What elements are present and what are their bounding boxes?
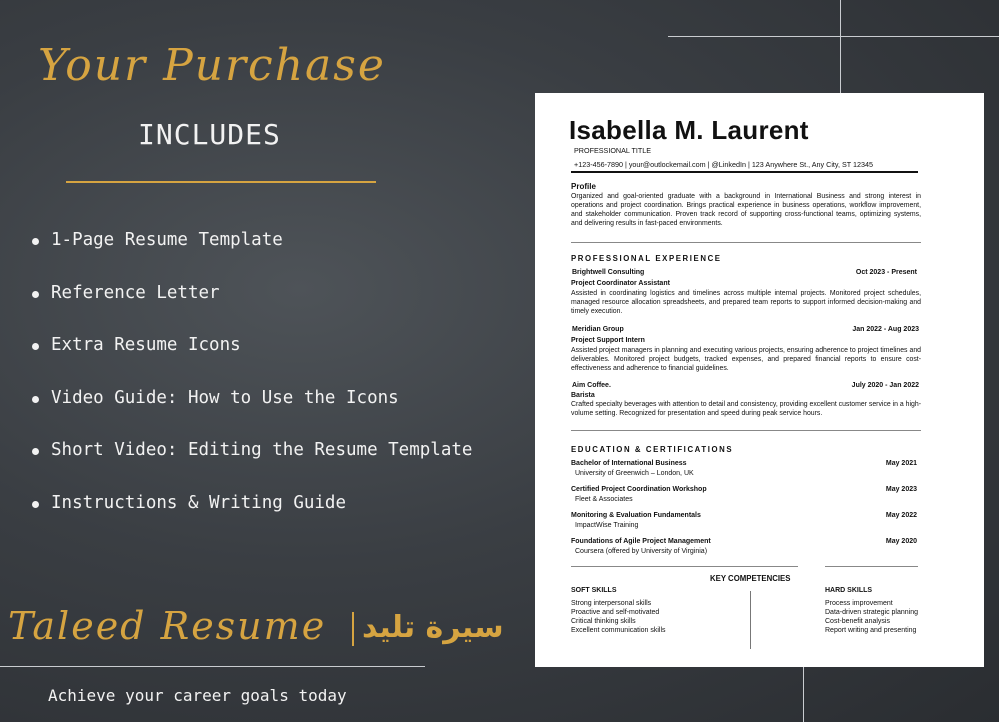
- resume-preview: [535, 93, 984, 667]
- competencies-rule-right: [825, 566, 918, 567]
- education-date: May 2023: [885, 486, 917, 493]
- frame-line-bottom-vertical: [803, 667, 804, 722]
- job-role: Barista: [571, 392, 595, 399]
- education-sub: ImpactWise Training: [575, 522, 639, 529]
- logo-separator: [352, 612, 354, 646]
- feature-item: Reference Letter: [32, 281, 472, 334]
- soft-skills-heading: SOFT SKILLS: [571, 587, 617, 594]
- job-company: Brightwell Consulting: [572, 269, 645, 276]
- job-role: Project Coordinator Assistant: [571, 280, 670, 287]
- education-sub: Fleet & Associates: [575, 496, 633, 503]
- soft-skill: Critical thinking skills: [571, 618, 636, 626]
- arabic-logo-text: سيرة تليد: [362, 610, 504, 645]
- job-description: Assisted in coordinating logistics and timelines across multiple internal projects. Monitored project schedules, managed resource allocation spreadsheets, and prepared team reports to support informed decision-making and timely execution.: [571, 290, 921, 316]
- features-list: [32, 228, 472, 544]
- profile-heading: Profile: [571, 182, 596, 191]
- skills-divider: [750, 591, 751, 649]
- feature-item: 1-Page Resume Template: [32, 228, 472, 281]
- education-sub: Coursera (offered by University of Virginia): [575, 548, 708, 555]
- job-dates: Jan 2022 - Aug 2023: [852, 326, 919, 333]
- hard-skill: Process improvement: [825, 600, 893, 607]
- resume-name: Isabella M. Laurent: [569, 115, 809, 145]
- resume-contact: +123-456-7890 | your@outlockemail.com | @LinkedIn | 123 Anywhere St., Any City, ST 12345: [574, 160, 874, 169]
- feature-item: Video Guide: How to Use the Icons: [32, 386, 472, 439]
- feature-item: Instructions & Writing Guide: [32, 491, 472, 544]
- job-role: Project Support Intern: [571, 337, 645, 344]
- section-rule: [571, 430, 921, 431]
- section-rule: [571, 242, 921, 243]
- education-row: [571, 538, 917, 545]
- education-date: May 2020: [885, 538, 917, 545]
- bullet-icon: [32, 291, 39, 298]
- job-company: Meridian Group: [572, 326, 624, 333]
- education-title: Certified Project Coordination Workshop: [571, 486, 707, 493]
- education-title: Foundations of Agile Project Management: [571, 538, 711, 545]
- job-company: Aim Coffee.: [572, 382, 611, 389]
- frame-line-top-vertical: [840, 0, 841, 94]
- resume-title: PROFESSIONAL TITLE: [574, 146, 652, 155]
- tagline: Achieve your career goals today: [48, 686, 347, 705]
- soft-skill: Strong interpersonal skills: [571, 600, 652, 607]
- header-rule: [571, 171, 918, 173]
- education-title: Bachelor of International Business: [571, 460, 687, 467]
- bullet-icon: [32, 343, 39, 350]
- gold-divider: [66, 181, 376, 183]
- frame-line-top-horizontal: [668, 36, 999, 37]
- experience-heading: PROFESSIONAL EXPERIENCE: [571, 254, 722, 263]
- hard-skill: Data-driven strategic planning: [825, 609, 918, 617]
- hard-skills-list: [825, 599, 918, 635]
- hard-skill: Report writing and presenting: [825, 627, 917, 635]
- job-row: [572, 382, 919, 389]
- taleed-resume-script-logo: Taleed Resume: [8, 604, 327, 648]
- feature-item: Extra Resume Icons: [32, 333, 472, 386]
- job-row: [572, 269, 919, 276]
- education-sub: University of Greenwich – London, UK: [575, 470, 694, 477]
- education-row: [571, 512, 917, 519]
- soft-skill: Proactive and self-motivated: [571, 609, 660, 617]
- bullet-icon: [32, 501, 39, 508]
- education-row: [571, 486, 917, 493]
- education-date: May 2021: [885, 460, 917, 467]
- competencies-rule-left: [571, 566, 798, 567]
- job-dates: Oct 2023 - Present: [855, 269, 917, 276]
- education-date: May 2022: [885, 512, 917, 519]
- profile-text: Organized and goal-oriented graduate with a background in International Business and strong interest in operations and project coordination. Brings practical experience in business operations, workflow improvement, and stakeholder communication. Proven track record of supporting cross-functional teams, optimizing systems, and delivering results in fast-paced environments.: [571, 193, 921, 228]
- competencies-heading: KEY COMPETENCIES: [710, 574, 791, 583]
- education-heading: EDUCATION & CERTIFICATIONS: [571, 445, 734, 454]
- hard-skill: Cost-benefit analysis: [825, 618, 890, 626]
- feature-item: Short Video: Editing the Resume Template: [32, 438, 472, 491]
- frame-line-bottom-horizontal: [0, 666, 425, 667]
- your-purchase-script-title: Your Purchase: [38, 40, 386, 91]
- job-description: Crafted specialty beverages with attention to detail and consistency, providing excellent customer service in a high-volume setting. Recognized for presentation and speed during peak service hours.: [571, 401, 921, 418]
- job-dates: July 2020 - Jan 2022: [851, 382, 919, 389]
- education-title: Monitoring & Evaluation Fundamentals: [571, 512, 701, 519]
- soft-skill: Excellent communication skills: [571, 627, 666, 635]
- soft-skills-list: [571, 599, 666, 635]
- hard-skills-heading: HARD SKILLS: [825, 587, 873, 594]
- bullet-icon: [32, 238, 39, 245]
- bullet-icon: [32, 448, 39, 455]
- education-row: [571, 460, 917, 467]
- job-row: [572, 326, 919, 333]
- includes-heading: INCLUDES: [138, 118, 281, 151]
- job-description: Assisted project managers in planning and executing various projects, ensuring adherence to project timelines and deliverables. Monitored project budgets, tracked expenses, and prepared financial reports to ensure cost-effectiveness and adherence to financial guidelines.: [571, 347, 921, 373]
- bullet-icon: [32, 396, 39, 403]
